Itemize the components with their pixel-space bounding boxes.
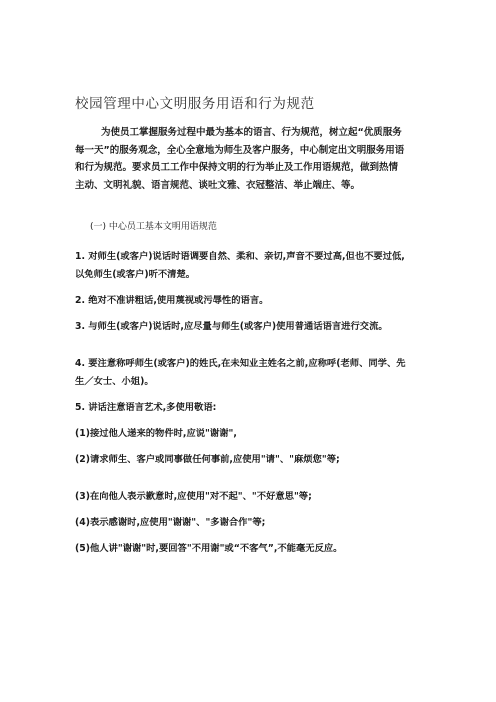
list-item-line: 2. 绝对不准讲粗话,使用蔑视或污辱性的语言。 — [75, 295, 269, 306]
list-item-line: 生／女士、小姐)。 — [75, 375, 154, 387]
intro-line: 和行为规范。要求员工工作中保持文明的行为举止及工作用语规范，做到热情 — [75, 162, 399, 173]
intro-line: 为使员工掌握服务过程中最为基本的语言、行为规范，树立起“优质服务 — [101, 127, 402, 138]
list-item-line: (4)表示感谢时,应使用"谢谢"、"多谢合作"等; — [75, 517, 266, 528]
page-title: 校园管理中心文明服务用语和行为规范 — [75, 96, 315, 112]
list-item-line: (2)请求师生、客户或同事做任何事前,应使用"请"、"麻烦您"等; — [75, 454, 340, 465]
list-item-line: (1)接过他人递来的物件时,应说"谢谢", — [75, 428, 237, 439]
list-item-line: 4. 要注意称呼师生(或客户)的姓氏,在未知业主姓名之前,应称呼(老师、同学、先 — [75, 358, 406, 369]
list-item-line: 1. 对师生(或客户)说话时语调要自然、柔和、亲切,声音不要过高,但也不要过低, — [75, 251, 405, 262]
intro-paragraph — [75, 124, 427, 194]
list-item — [75, 451, 430, 469]
list-item-line: 3. 与师生(或客户)说话时,应尽量与师生(或客户)使用普通话语言进行交流。 — [75, 321, 388, 332]
list-item — [75, 488, 430, 506]
section-heading: (一) 中心员工基本文明用语规范 — [90, 222, 217, 232]
list-item — [75, 292, 430, 310]
list-item — [75, 540, 430, 558]
list-item-line: (5)他人讲"谢谢"时,要回答"不用谢"或“不客气”,不能毫无反应。 — [75, 543, 343, 554]
list-item — [75, 399, 430, 417]
list-item-line: (3)在向他人表示歉意时,应使用"对不起"、"不好意思"等; — [75, 491, 312, 502]
list-item — [75, 355, 430, 390]
list-item-line: 5. 讲话注意语言艺术,多使用敬语: — [75, 402, 217, 413]
list-item — [75, 318, 430, 336]
intro-line: 主动、文明礼貌、语言规范、谈吐文雅、衣冠整洁、举止端庄、等。 — [75, 179, 361, 191]
list-item — [75, 248, 430, 283]
list-item — [75, 425, 430, 443]
intro-line: 每一天”的服务观念，全心全意地为师生及客户服务，中心制定出文明服务用语 — [75, 144, 405, 156]
list-item — [75, 514, 430, 532]
list-item-line: 以免师生(或客户)听不清楚。 — [75, 268, 196, 280]
